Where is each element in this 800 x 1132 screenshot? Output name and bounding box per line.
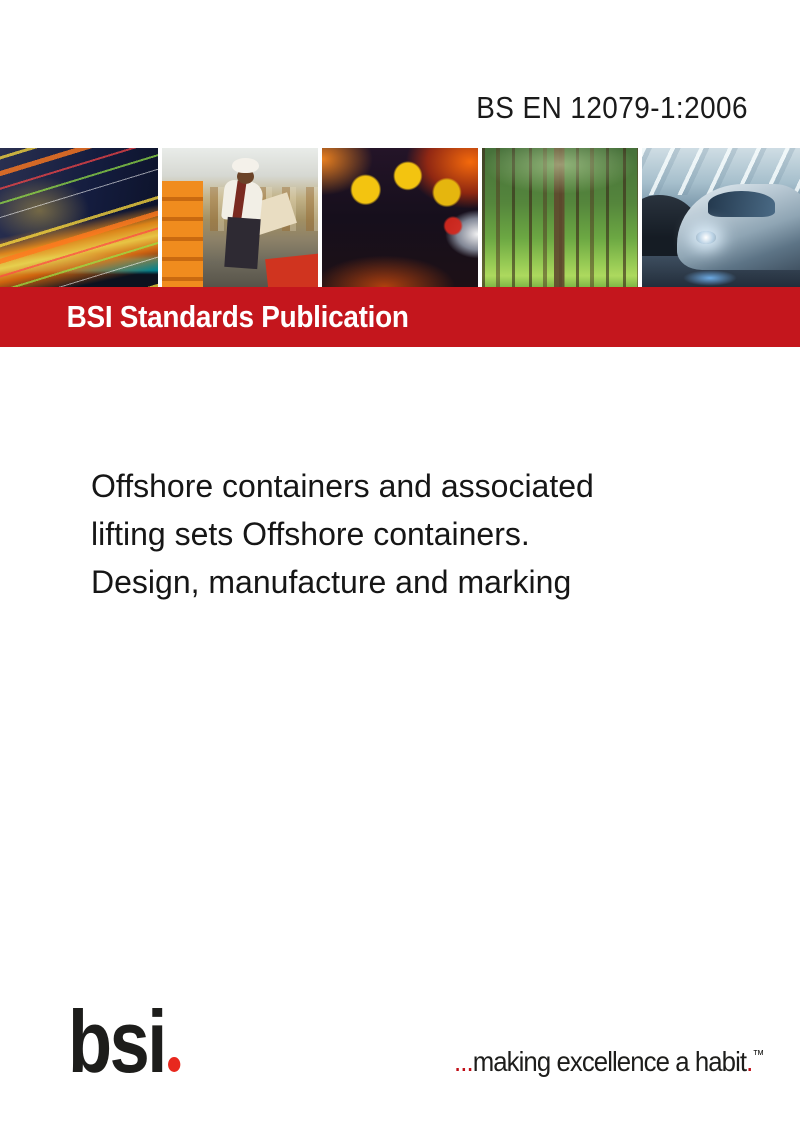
bsi-logo-text: bsi: [68, 992, 165, 1091]
photo-car-assembly-line: [642, 148, 800, 287]
title-line-2: lifting sets Offshore containers.: [91, 516, 530, 552]
title-line-1: Offshore containers and associated: [91, 468, 594, 504]
car-headlight-shape: [696, 231, 717, 244]
red-banner: [0, 287, 800, 347]
worker-cap-shape: [232, 158, 259, 173]
tagline-period: .: [745, 1046, 753, 1077]
photo-strip: [0, 148, 800, 287]
tagline-text: making excellence a habit: [472, 1046, 746, 1077]
tagline: [454, 1046, 764, 1078]
document-number: BS EN 12079-1:2006: [476, 90, 748, 125]
red-bin-shape: [265, 253, 318, 287]
title-line-3: Design, manufacture and marking: [91, 564, 572, 600]
bsi-logo-red-dot: [168, 1057, 180, 1072]
trademark-symbol: ™: [752, 1047, 764, 1062]
photo-warehouse-worker: [162, 148, 318, 287]
photo-traffic-light-trails: [0, 148, 158, 287]
tagline-ellipsis: ...: [453, 1046, 473, 1077]
photo-firefighters: [322, 148, 478, 287]
car-windshield-shape: [708, 191, 774, 217]
bsi-logo: [68, 992, 180, 1091]
banner-title: BSI Standards Publication: [66, 299, 409, 334]
document-title: [91, 462, 594, 606]
under-car-glow-shape: [683, 270, 737, 285]
photo-forest: [482, 148, 638, 287]
orange-crates-shape: [162, 181, 203, 287]
worker-pants-shape: [224, 216, 260, 268]
